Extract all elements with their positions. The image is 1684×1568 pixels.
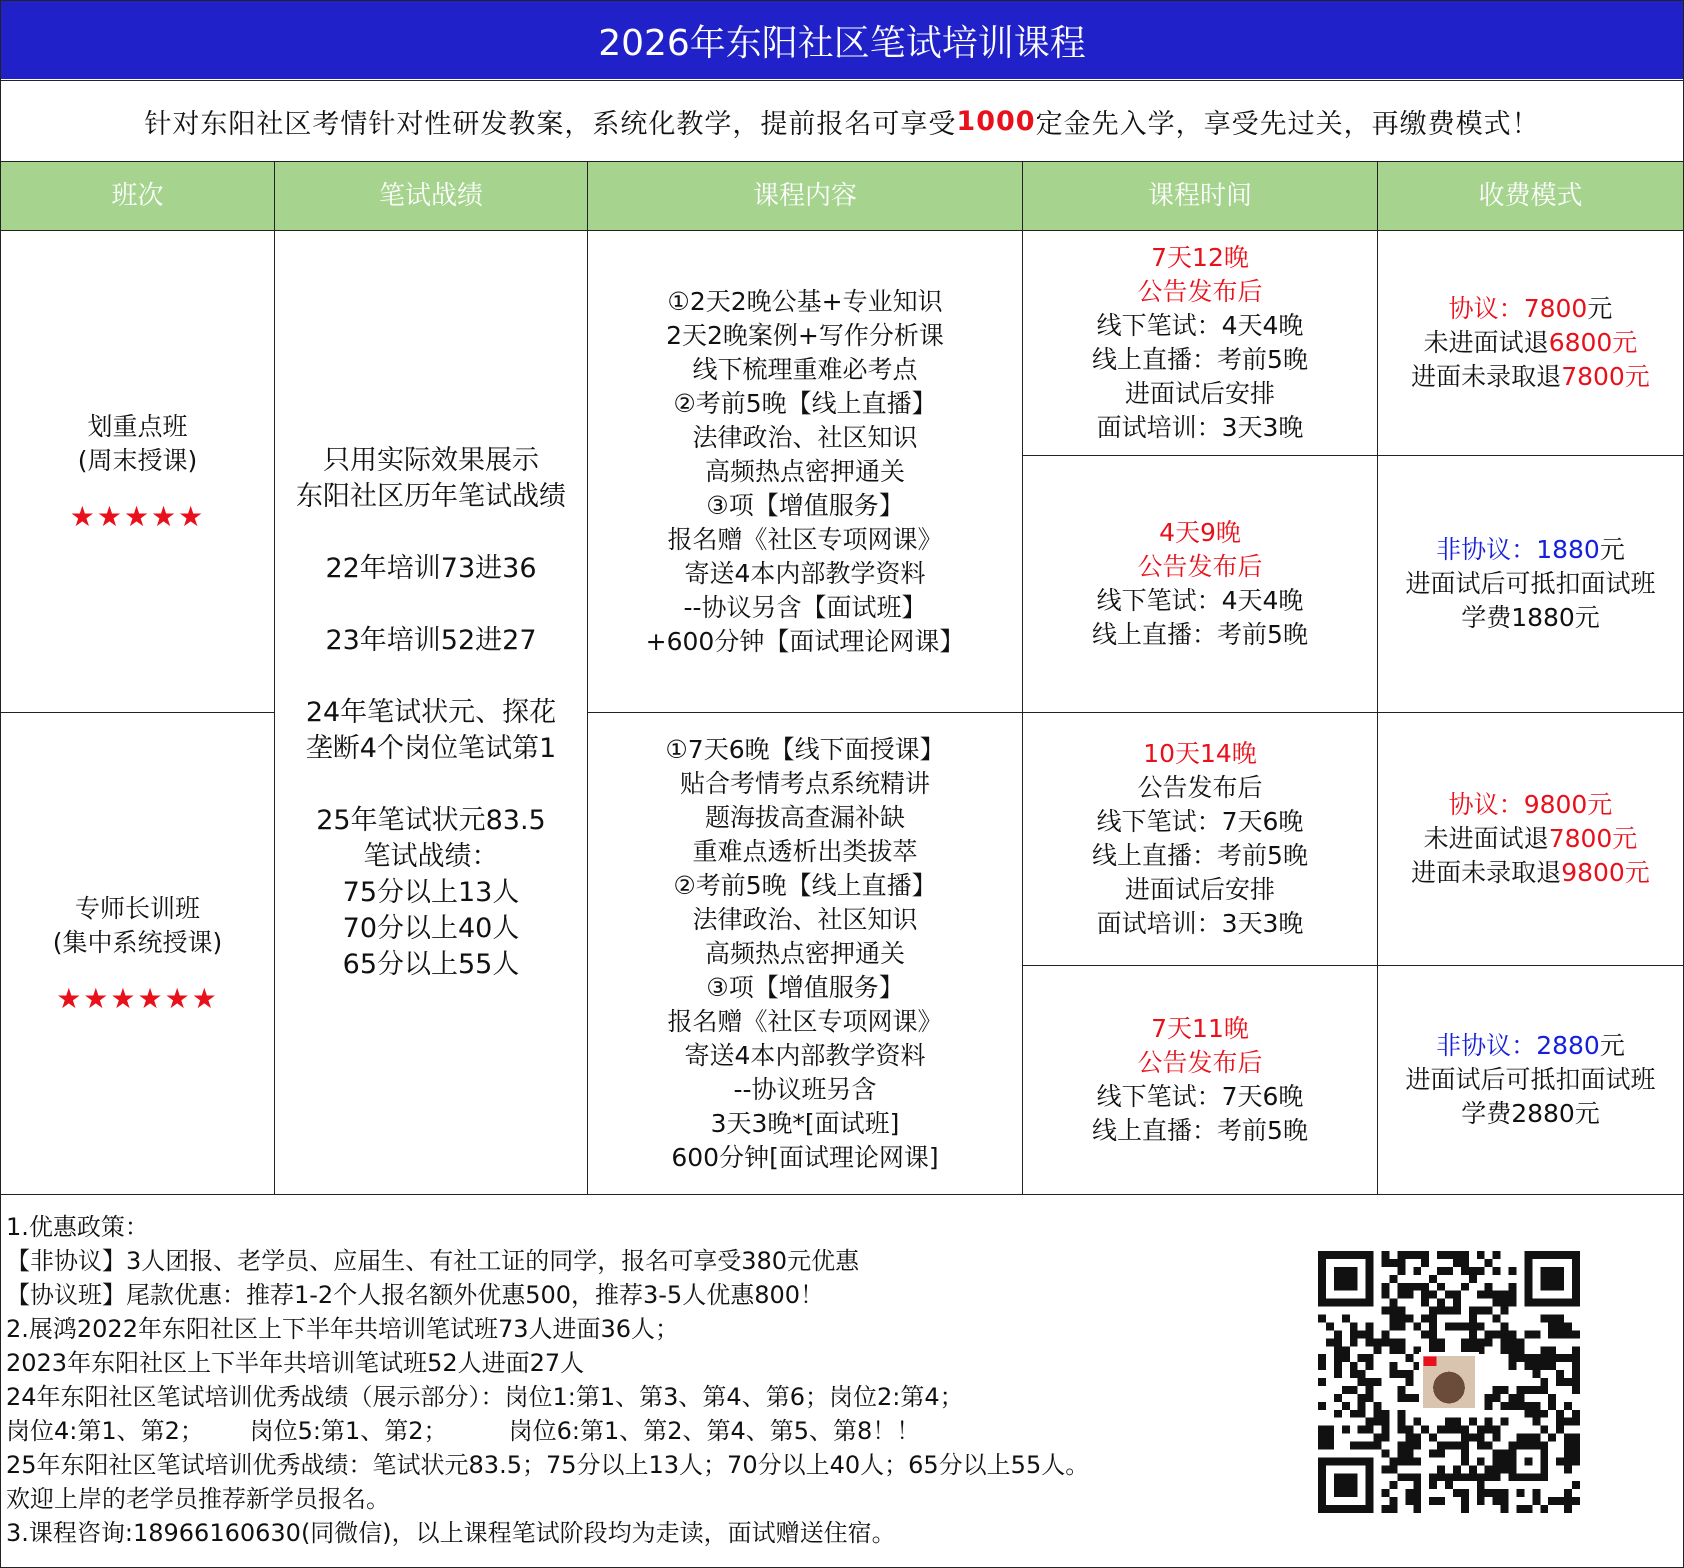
footer-line: 2.展鸿2022年东阳社区上下半年共培训笔试班73人进面36人；	[6, 1315, 680, 1343]
content-line: ②考前5晚【线上直播】	[673, 388, 937, 418]
fee-note: 进面试后可抵扣面试班	[1405, 569, 1656, 598]
results-2025: 笔试战绩：	[363, 840, 499, 872]
col-header-time: 课程时间	[1023, 161, 1378, 231]
fee-cell-protocol	[1378, 713, 1684, 966]
content-line: 题海拔高查漏补缺	[704, 802, 905, 832]
subtitle-pre: 针对东阳社区考情针对性研发教案，系统化教学，提前报名可享受	[144, 108, 957, 140]
time-total: 7天12晚	[1151, 243, 1249, 272]
fee-refund-amount: 7800元	[1561, 362, 1650, 391]
content-line: ③项【增值服务】	[706, 490, 904, 520]
time-cell-nonprotocol	[1023, 456, 1378, 713]
page-title: 2026年东阳社区笔试培训课程	[1, 1, 1683, 79]
content-line: ①7天6晚【线下面授课】	[665, 734, 945, 764]
col-header-content: 课程内容	[588, 161, 1023, 231]
time-line: 线上直播：考前5晚	[1092, 620, 1308, 649]
content-line: 报名赠《社区专项网课》	[667, 524, 943, 554]
results-2025: 25年笔试状元83.5	[316, 804, 546, 836]
content-line: 法律政治、社区知识	[692, 904, 918, 934]
class-mode: (集中系统授课)	[52, 927, 223, 957]
results-2024: 垄断4个岗位笔试第1	[305, 732, 557, 764]
content-line: 法律政治、社区知识	[692, 422, 918, 452]
footer-line: 3.课程咨询:18966160630(同微信)，以上课程笔试阶段均为走读，面试赠送住宿。	[6, 1519, 896, 1547]
subtitle-deposit: 1000	[956, 105, 1036, 137]
class-cell-long-training	[1, 713, 275, 1195]
fee-refund-amount: 9800元	[1561, 858, 1650, 887]
fee-price: 9800元	[1523, 790, 1613, 819]
class-mode: (周末授课)	[77, 445, 198, 475]
time-line: 线下笔试：4天4晚	[1096, 586, 1304, 615]
time-line: 线下笔试：4天4晚	[1096, 311, 1304, 340]
content-cell-key-points	[588, 231, 1023, 713]
fee-cell-protocol	[1378, 231, 1684, 456]
fee-label: 协议：	[1448, 294, 1524, 323]
time-line: 线上直播：考前5晚	[1092, 1116, 1308, 1145]
content-line: ②考前5晚【线上直播】	[673, 870, 937, 900]
fee-unit: 元	[1587, 294, 1613, 323]
content-cell-long-training	[588, 713, 1023, 1195]
fee-cell-nonprotocol	[1378, 456, 1684, 713]
qr-code-icon	[1318, 1251, 1580, 1513]
col-header-class: 班次	[1, 161, 275, 231]
time-total: 4天9晚	[1159, 518, 1241, 547]
class-name: 划重点班	[87, 411, 188, 441]
fee-refund-amount: 6800元	[1548, 328, 1638, 357]
rating-stars-icon: ★★★★★★	[56, 981, 219, 1015]
fee-unit: 元	[1599, 535, 1625, 564]
col-header-fee: 收费模式	[1378, 161, 1684, 231]
subtitle	[1, 80, 1683, 161]
fee-refund-text: 进面未录取退	[1411, 858, 1562, 887]
time-line: 进面试后安排	[1124, 379, 1275, 408]
fee-label: 协议：	[1448, 790, 1524, 819]
time-line: 线下笔试：7天6晚	[1096, 807, 1304, 836]
time-line: 面试培训：3天3晚	[1096, 909, 1304, 938]
time-total: 7天11晚	[1151, 1014, 1249, 1043]
time-total: 10天14晚	[1143, 739, 1257, 768]
content-line: 寄送4本内部教学资料	[684, 558, 926, 588]
results-2023: 23年培训52进27	[325, 624, 537, 656]
fee-unit: 元	[1599, 1031, 1625, 1060]
content-line: --协议另含【面试班】	[683, 592, 927, 622]
results-intro: 东阳社区历年笔试战绩	[296, 480, 566, 512]
content-line: 寄送4本内部教学资料	[684, 1040, 926, 1070]
footer-line: 25年东阳社区笔试培训优秀战绩：笔试状元83.5；75分以上13人；70分以上40人；65分以上55人。	[6, 1451, 1090, 1479]
footer-line: 岗位4:第1、第2； 岗位5:第1、第2； 岗位6:第1、第2、第4、第5、第8！！	[6, 1417, 921, 1445]
subtitle-post: 定金先入学，享受先过关，再缴费模式！	[1035, 108, 1540, 140]
fee-note: 学费1880元	[1461, 603, 1600, 632]
footer-line: 欢迎上岸的老学员推荐新学员报名。	[6, 1485, 390, 1513]
fee-cell-nonprotocol	[1378, 966, 1684, 1195]
content-line: 高频热点密押通关	[704, 456, 905, 486]
results-2022: 22年培训73进36	[325, 552, 537, 584]
time-cell-protocol	[1023, 713, 1378, 966]
time-line: 线下笔试：7天6晚	[1096, 1082, 1304, 1111]
results-2025: 65分以上55人	[342, 948, 520, 980]
results-2025: 70分以上40人	[342, 912, 520, 944]
fee-label: 非协议：	[1436, 535, 1537, 564]
footer-line: 【协议班】尾款优惠：推荐1-2个人报名额外优惠500，推荐3-5人优惠800！	[6, 1281, 825, 1309]
class-cell-key-points	[1, 231, 275, 713]
time-start: 公告发布后	[1137, 277, 1263, 306]
content-line: 高频热点密押通关	[704, 938, 905, 968]
fee-note: 学费2880元	[1461, 1099, 1600, 1128]
content-line: --协议班另含	[733, 1074, 877, 1104]
content-line: 报名赠《社区专项网课》	[667, 1006, 943, 1036]
time-line: 公告发布后	[1137, 773, 1263, 802]
col-header-results: 笔试战绩	[275, 161, 588, 231]
fee-price: 1880	[1536, 535, 1600, 564]
footer-line: 24年东阳社区笔试培训优秀战绩（展示部分）：岗位1:第1、第3、第4、第6；岗位2:第4；	[6, 1383, 964, 1411]
time-line: 进面试后安排	[1124, 875, 1275, 904]
class-name: 专师长训班	[74, 893, 200, 923]
content-line: 贴合考情考点系统精讲	[679, 768, 930, 798]
content-line: 3天3晚*[面试班]	[710, 1108, 900, 1138]
time-cell-nonprotocol	[1023, 966, 1378, 1195]
time-start: 公告发布后	[1137, 1048, 1263, 1077]
fee-refund-text: 未进面试退	[1423, 824, 1549, 853]
results-cell	[275, 231, 588, 1195]
content-line: 600分钟[面试理论网课]	[671, 1142, 939, 1172]
footer-line: 【非协议】3人团报、老学员、应届生、有社工证的同学，报名可享受380元优惠	[6, 1247, 860, 1275]
time-line: 面试培训：3天3晚	[1096, 413, 1304, 442]
results-2025: 75分以上13人	[342, 876, 520, 908]
content-line: +600分钟【面试理论网课】	[645, 626, 965, 656]
fee-price: 2880	[1536, 1031, 1600, 1060]
fee-refund-amount: 7800元	[1548, 824, 1638, 853]
rating-stars-icon: ★★★★★	[69, 499, 206, 533]
content-line: 重难点透析出类拔萃	[692, 836, 918, 866]
content-line: 2天2晚案例+写作分析课	[666, 320, 944, 350]
fee-refund-text: 进面未录取退	[1411, 362, 1562, 391]
results-intro: 只用实际效果展示	[323, 444, 539, 476]
content-line: 线下梳理重难必考点	[692, 354, 918, 384]
footer-line: 1.优惠政策：	[6, 1213, 149, 1241]
fee-price: 7800	[1523, 294, 1588, 323]
fee-label: 非协议：	[1436, 1031, 1537, 1060]
time-start: 公告发布后	[1137, 552, 1263, 581]
content-line: ③项【增值服务】	[706, 972, 904, 1002]
time-line: 线上直播：考前5晚	[1092, 841, 1308, 870]
footer-notes	[6, 1210, 1089, 1550]
results-2024: 24年笔试状元、探花	[305, 696, 557, 728]
fee-note: 进面试后可抵扣面试班	[1405, 1065, 1656, 1094]
time-line: 线上直播：考前5晚	[1092, 345, 1308, 374]
course-table	[1, 161, 1684, 1195]
content-line: ①2天2晚公基+专业知识	[667, 286, 943, 316]
fee-refund-text: 未进面试退	[1423, 328, 1549, 357]
footer-line: 2023年东阳社区上下半年共培训笔试班52人进面27人	[6, 1349, 585, 1377]
time-cell-protocol	[1023, 231, 1378, 456]
